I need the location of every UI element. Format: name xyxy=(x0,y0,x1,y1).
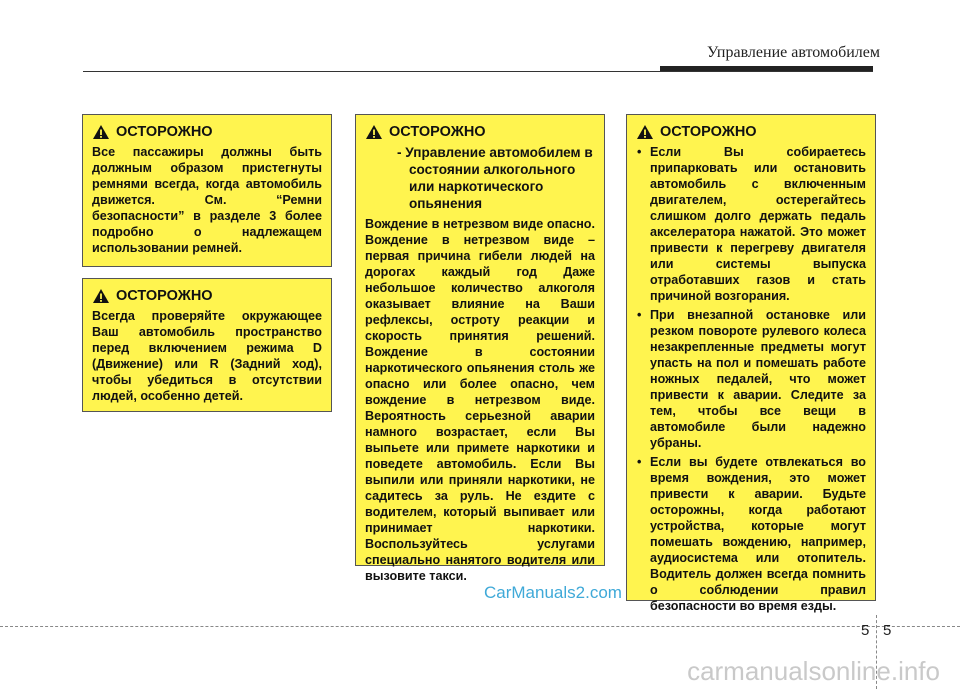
warning-triangle-icon xyxy=(365,124,383,140)
header-rule xyxy=(83,71,873,72)
footer-rule xyxy=(0,626,960,627)
list-item-text: Если вы будете отвлекаться во время вождения, это может привести к аварии. Будьте осторожны, когда работают устройства, которые могут помешать вождению, например, аудиосистема или отопитель. Водитель должен всегда помнить о соблюдении правил безопасности во время езды. xyxy=(650,455,866,613)
footer-watermark: carmanualsonline.info xyxy=(687,656,940,686)
page-number: 5 xyxy=(883,622,892,639)
list-item xyxy=(636,307,866,451)
warning-triangle-icon xyxy=(636,124,654,140)
warning-heading-text: ОСТОРОЖНО xyxy=(116,288,213,304)
list-item xyxy=(636,144,866,304)
list-item-text: При внезапной остановке или резком повороте рулевого колеса незакрепленные предметы могут упасть на пол и помешать работе ножных педалей, что может привести к аварии. Следите за тем, чтобы все вещи в автомобиле были надежно убраны. xyxy=(650,308,866,450)
warning-box-alcohol xyxy=(355,114,605,583)
page-number-chapter: 5 xyxy=(861,622,870,639)
list-item xyxy=(636,454,866,614)
warning-triangle-icon xyxy=(92,288,110,304)
warning-box-surroundings xyxy=(82,278,332,412)
warning-heading-text: ОСТОРОЖНО xyxy=(389,124,486,140)
warning-text: Всегда проверяйте окружающее Ваш автомобиль пространство перед включением режима D (Движение) или R (Задний ход), чтобы убедиться в отсутствии людей, особенно детей. xyxy=(92,309,322,403)
warning-text: Все пассажиры должны быть должным образом пристегнуты ремнями всегда, когда автомобиль движется. См. “Ремни безопасности” в разделе 3 более подробно о надлежащем использовании ремней. xyxy=(92,145,322,255)
warning-list xyxy=(636,144,866,614)
warning-heading xyxy=(365,123,595,141)
bullet: • xyxy=(637,455,642,469)
warning-triangle-icon xyxy=(92,124,110,140)
list-item-text: Если Вы собираетесь припарковать или остановить автомобиль с включенным двигателем, остерегайтесь слишком долго держать педаль акселератора нажатой. Это может привести к перегреву двигателя или системы выпуска отработавших газов и стать причиной возгорания. xyxy=(650,145,866,303)
warning-subheading: - Управление автомобилем в состоянии алкогольного или наркотического опьянения xyxy=(397,145,593,211)
warning-heading xyxy=(92,123,322,141)
bullet: • xyxy=(637,308,642,322)
warning-box-seatbelts xyxy=(82,114,332,267)
watermark-link[interactable]: CarManuals2.com xyxy=(484,583,622,602)
warning-heading xyxy=(92,287,322,305)
warning-heading-text: ОСТОРОЖНО xyxy=(116,124,213,140)
section-title: Управление автомобилем xyxy=(706,44,880,61)
bullet: • xyxy=(637,145,642,159)
warning-heading xyxy=(636,123,866,141)
warning-text: Вождение в нетрезвом виде опасно. Вождение в нетрезвом виде – первая причина гибели людей на дорогах каждый год Даже небольшое количество алкоголя оказывает влияние на Ваши рефлексы, остроту реакции и скорость принятия решений. Вождение в состоянии наркотического опьянения столь же опасно или более опасно, чем вождение в нетрезвом виде. Вероятность серьезной аварии намного возрастает, если Вы выпьете или примете наркотики и поведете автомобиль. Если Вы выпили или приняли наркотики, не садитесь за руль. Не ездите с водителем, который выпивает или принимает наркотики. Воспользуйтесь услугами специально нанятого водителя или вызовите такси. xyxy=(365,217,595,583)
header-rule-accent xyxy=(660,66,873,71)
warning-box-driving-safety xyxy=(626,114,876,613)
warning-heading-text: ОСТОРОЖНО xyxy=(660,124,757,140)
